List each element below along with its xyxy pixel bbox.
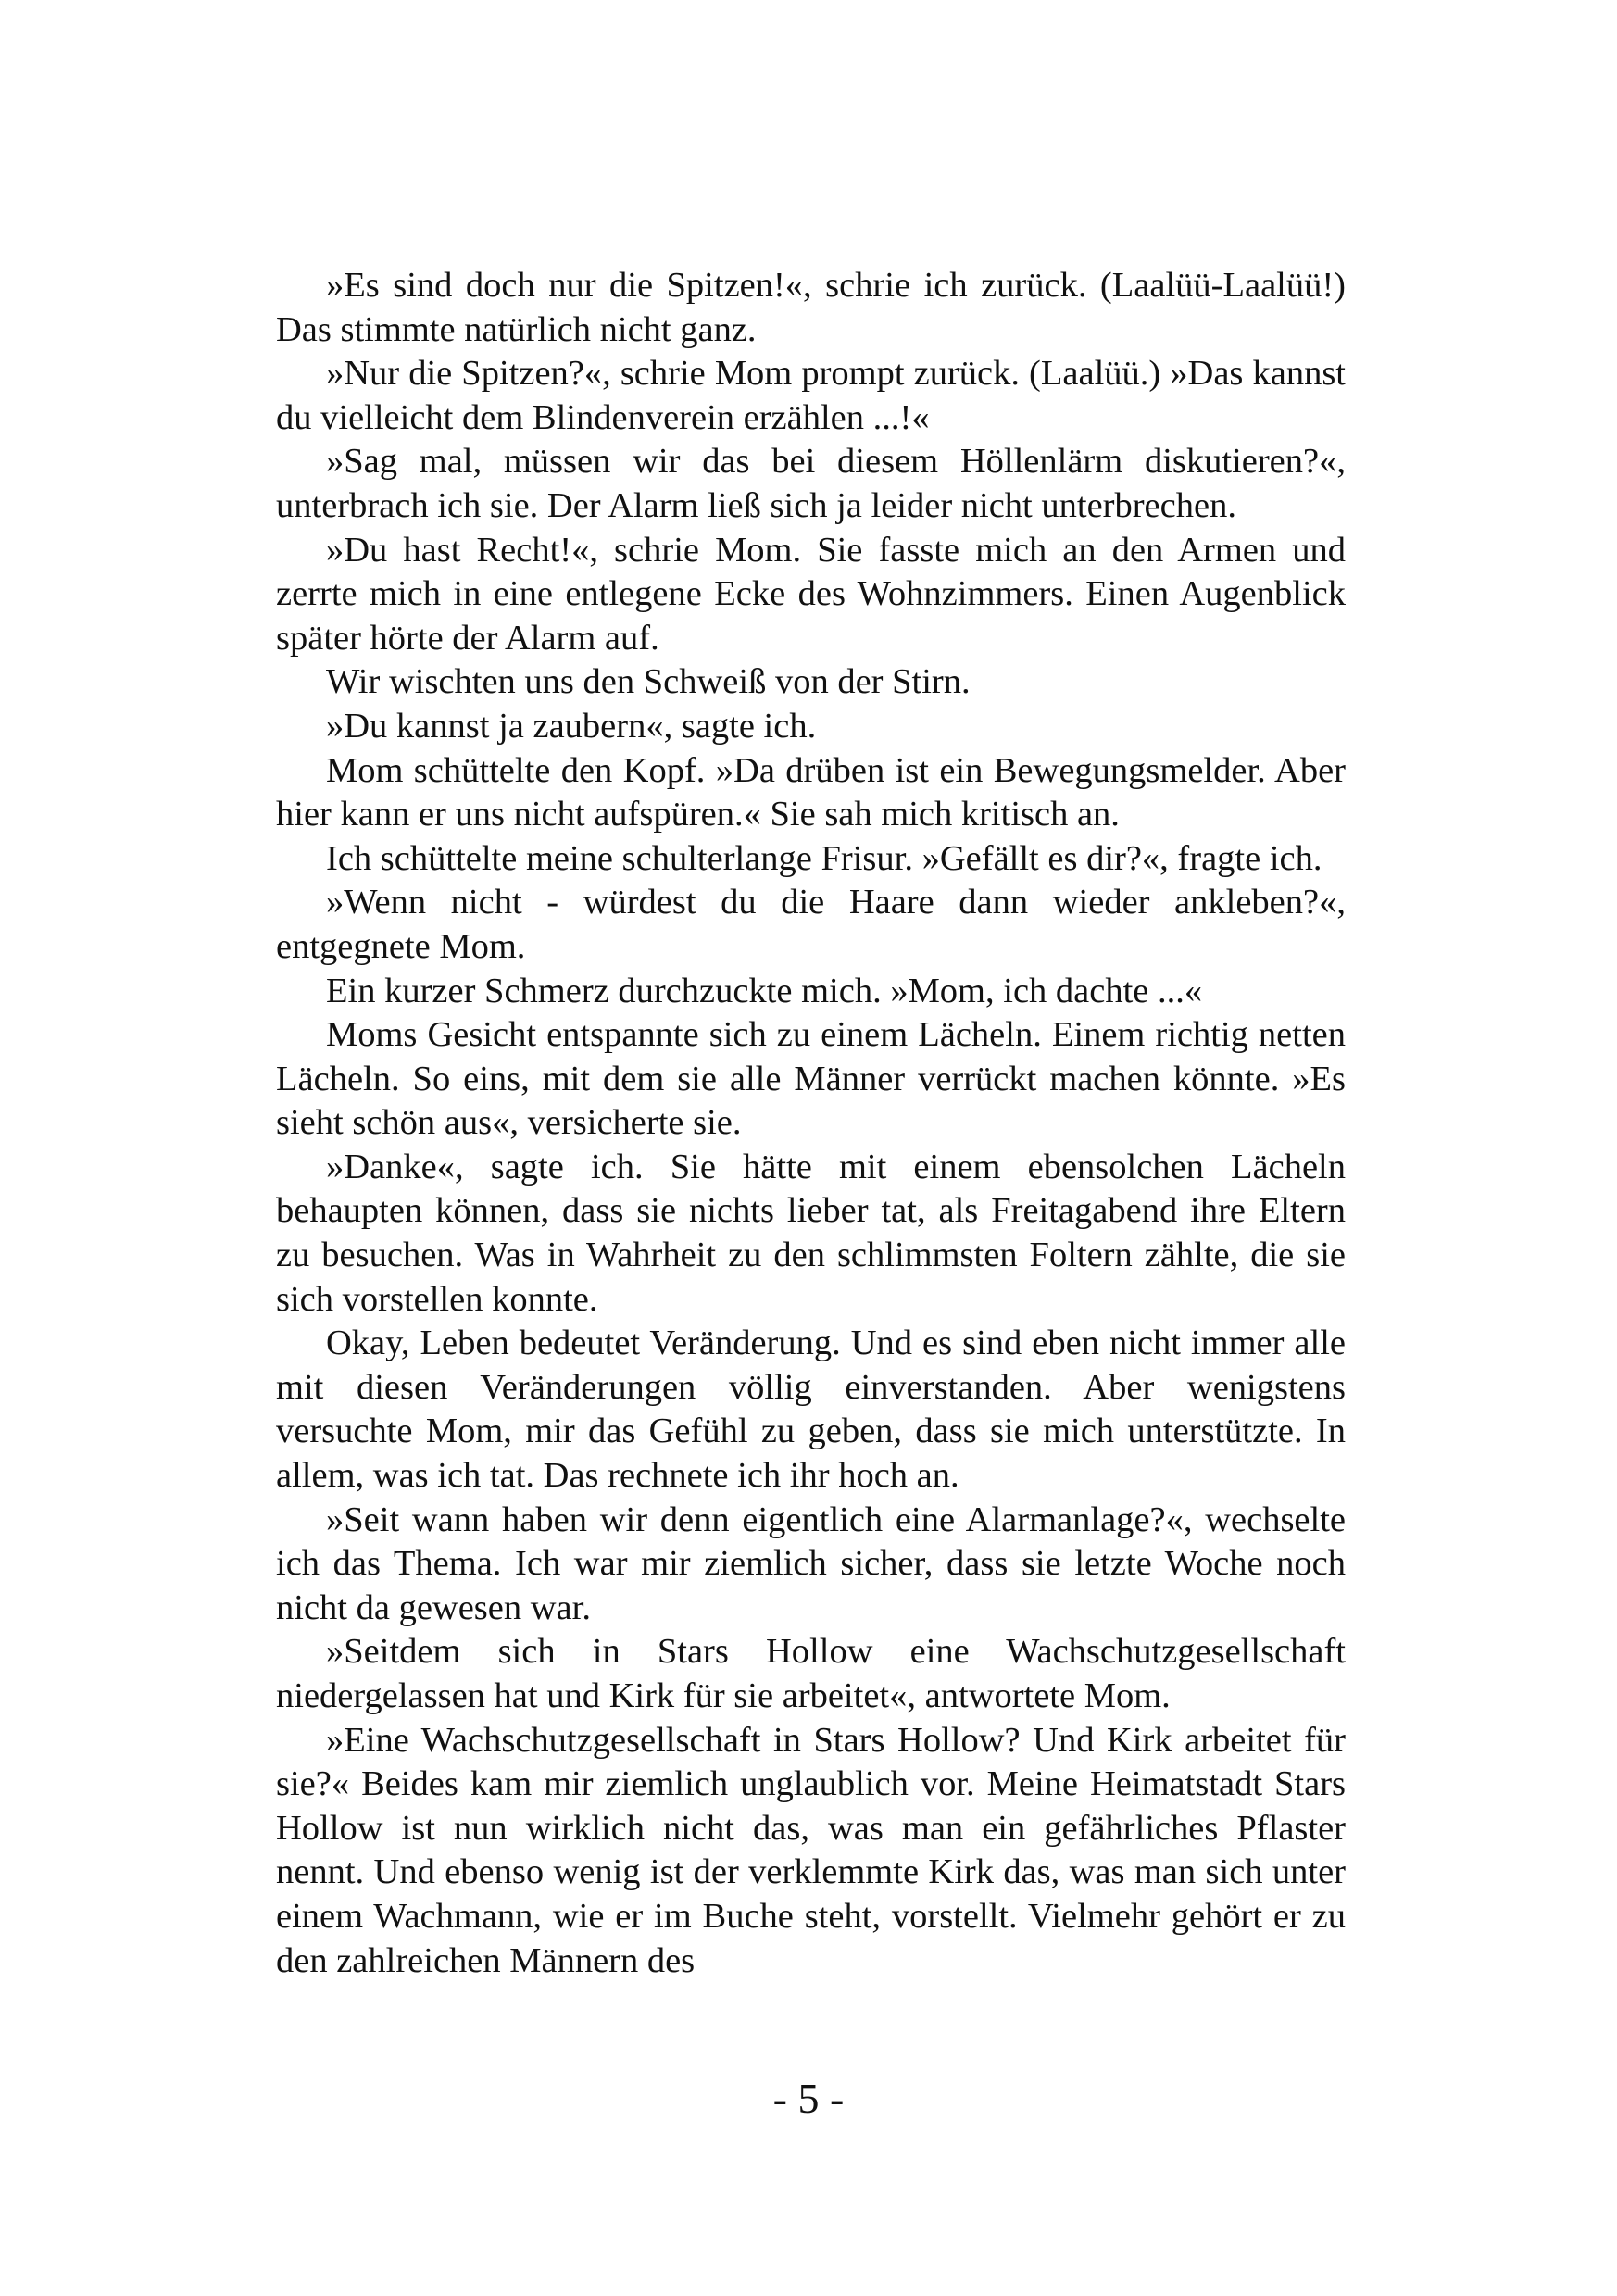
paragraph: Mom schüttelte den Kopf. »Da drüben ist ein Bewegungsmelder. Aber hier kann er uns nicht aufspüren.« Sie sah mich kritisch an.: [276, 750, 1346, 834]
paragraph: »Du hast Recht!«, schrie Mom. Sie fasste mich an den Armen und zerrte mich in eine entlegene Ecke des Wohnzimmers. Einen Augenblick später hörte der Alarm auf.: [276, 530, 1346, 658]
paragraph: »Nur die Spitzen?«, schrie Mom prompt zurück. (Laalüü.) »Das kannst du vielleicht dem Blindenverein erzählen ...!«: [276, 354, 1346, 437]
paragraph: »Eine Wachschutzgesellschaft in Stars Hollow? Und Kirk arbeitet für sie?« Beides kam mir ziemlich unglaublich vor. Meine Heimatstadt Stars Hollow ist nun wirklich nicht das, was man ein gefährliches Pflaster nennt. Und ebenso wenig ist der verklemmte Kirk das, was man sich unter einem Wachmann, wie er im Buche steht, vorstellt. Vielmehr gehört er zu den zahlreichen Männern des: [276, 1720, 1346, 1980]
paragraph: »Du kannst ja zaubern«, sagte ich.: [326, 706, 817, 746]
paragraph: »Danke«, sagte ich. Sie hätte mit einem ebensolchen Lächeln behaupten können, dass sie nichts lieber tat, als Freitagabend ihre Eltern zu besuchen. Was in Wahrheit zu den schlimmsten Foltern zählte, die sie sich vorstellen konnte.: [276, 1147, 1346, 1319]
paragraph: Wir wischten uns den Schweiß von der Stirn.: [326, 662, 971, 702]
paragraph: »Es sind doch nur die Spitzen!«, schrie ich zurück. (Laalüü-Laalüü!) Das stimmte natürlich nicht ganz.: [276, 266, 1346, 349]
paragraph: »Wenn nicht - würdest du die Haare dann wieder ankleben?«, entgegnete Mom.: [276, 883, 1346, 966]
paragraph: Moms Gesicht entspannte sich zu einem Lächeln. Einem richtig netten Lächeln. So eins, mit dem sie alle Männer verrückt machen könnte. »Es sieht schön aus«, versicherte sie.: [276, 1015, 1346, 1143]
paragraph: Ein kurzer Schmerz durchzuckte mich. »Mom, ich dachte ...«: [326, 971, 1203, 1010]
paragraph: »Seitdem sich in Stars Hollow eine Wachschutzgesellschaft niedergelassen hat und Kirk für sie arbeitet«, antwortete Mom.: [276, 1632, 1346, 1715]
body-text: [276, 264, 1346, 1983]
paragraph: Okay, Leben bedeutet Veränderung. Und es sind eben nicht immer alle mit diesen Veränderungen völlig einverstanden. Aber wenigstens versuchte Mom, mir das Gefühl zu geben, dass sie mich unterstützte. In allem, was ich tat. Das rechnete ich ihr hoch an.: [276, 1324, 1346, 1496]
page-number: - 5 -: [772, 2075, 845, 2122]
paragraph: Ich schüttelte meine schulterlange Frisur. »Gefällt es dir?«, fragte ich.: [326, 838, 1322, 878]
paragraph: »Sag mal, müssen wir das bei diesem Höllenlärm diskutieren?«, unterbrach ich sie. Der Alarm ließ sich ja leider nicht unterbrechen.: [276, 442, 1346, 525]
paragraph: »Seit wann haben wir denn eigentlich eine Alarmanlage?«, wechselte ich das Thema. Ich war mir ziemlich sicher, dass sie letzte Woche noch nicht da gewesen war.: [276, 1499, 1346, 1627]
